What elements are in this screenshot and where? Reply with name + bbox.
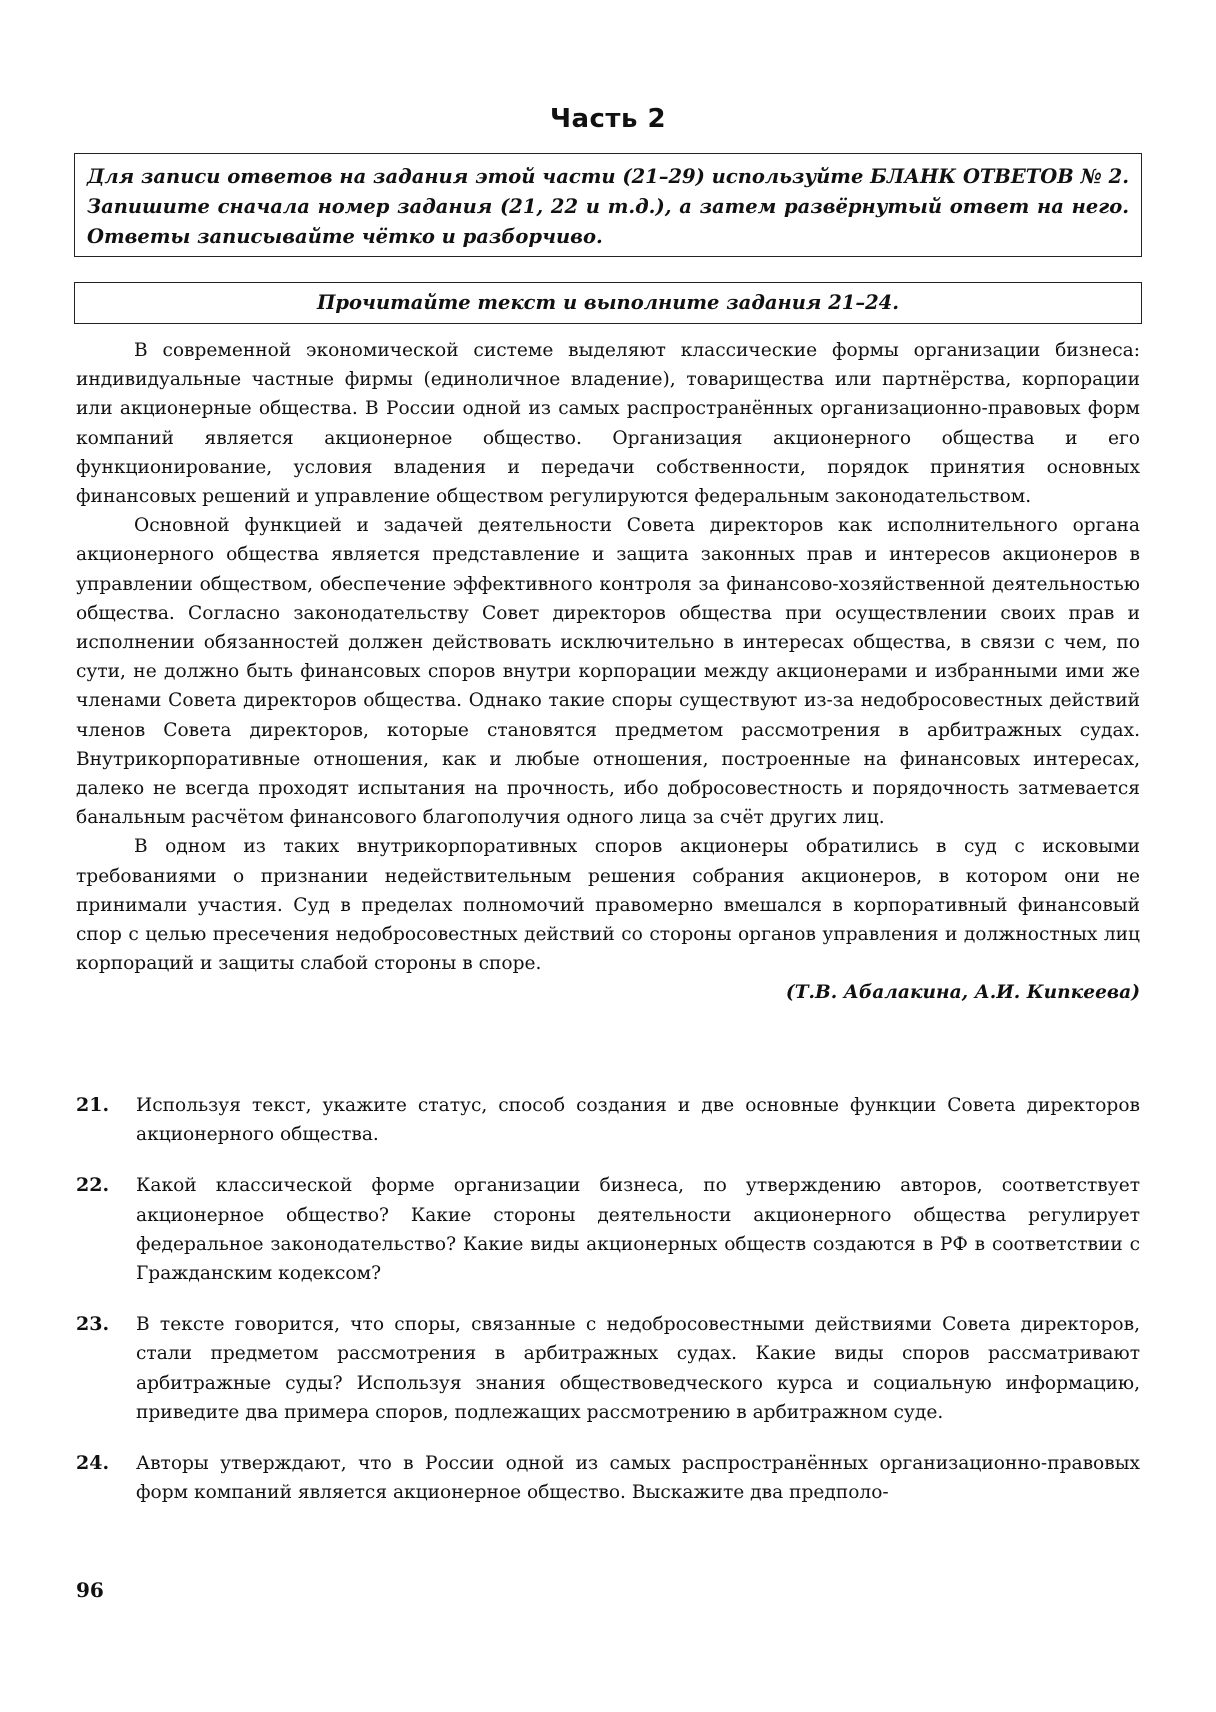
task-text: Какой классической форме организации бизнеса, по утверждению авторов, соответствует акционерное общество? Какие стороны деятельности акционерного общества регулирует федеральное законодательство? Какие виды акционерных обществ создаются в РФ в соответствии с Гражданским кодексом?	[136, 1175, 1140, 1285]
page-number: 96	[76, 1578, 104, 1602]
task-item	[76, 1091, 1140, 1149]
task-number: 23.	[76, 1313, 110, 1336]
task-item	[76, 1171, 1140, 1288]
paragraph-1: В современной экономической системе выделяют классические формы организации бизнеса: индивидуальные частные фирмы (единоличное владение), товарищества или партнёрства, корпорации или акционерные общества. В России одной из самых распространённых организационно-правовых форм компаний является акционерное общество. Организация акционерного общества и его функционирование, условия владения и передачи собственности, порядок принятия основных финансовых решений и управление обществом регулируются федеральным законодательством.	[76, 340, 1140, 508]
task-item	[76, 1310, 1140, 1427]
task-item	[76, 1449, 1140, 1507]
task-number: 21.	[76, 1094, 110, 1116]
task-number: 24.	[76, 1452, 110, 1475]
attribution: (Т.В. Абалакина, А.И. Кипкеева)	[785, 982, 1140, 1004]
task-text: В тексте говорится, что споры, связанные с недобросовестными действиями Совета директоров, стали предметом рассмотрения в арбитражных судах. Какие виды споров рассматривают арбитражные суды? Используя знания обществоведческого курса и социальную информацию, приведите два примера споров, подлежащих рассмотрению в арбитражном суде.	[136, 1314, 1140, 1423]
instruction-box: Для записи ответов на задания этой части (21–29) используйте БЛАНК ОТВЕТОВ № 2. Запишите сначала номер задания (21, 22 и т.д.), а затем развёрнутый ответ на него. Ответы записывайте чётко и разборчиво.	[74, 153, 1142, 257]
paragraph-2: Основной функцией и задачей деятельности Совета директоров как исполнительного органа акционерного общества является представление и защита законных прав и интересов акционеров в управлении обществом, обеспечение эффективного контроля за финансово-хозяйственной деятельностью общества. Согласно законодательству Совет директоров общества при осуществлении своих прав и исполнении обязанностей должен действовать исключительно в интересах общества, в связи с чем, по сути, не должно быть финансовых споров внутри корпорации между акционерами и избранными ими же членами Совета директоров общества. Однако такие споры существуют из-за недобросовестных действий членов Совета директоров, которые становятся предметом рассмотрения в арбитражных судах. Внутрикорпоративные отношения, как и любые отношения, построенные на финансовых интересах, далеко не всегда проходят испытания на прочность, ибо добросовестность и порядочность затмевается банальным расчётом финансового благополучия одного лица за счёт других лиц.	[76, 515, 1140, 829]
paragraph-3: В одном из таких внутрикорпоративных споров акционеры обратились в суд с исковыми требованиями о признании недействительным решения собрания акционеров, в котором они не принимали участия. Суд в пределах полномочий правомерно вмешался в корпоративный финансовый спор с целью пресечения недобросовестных действий со стороны органов управления и должностных лиц корпораций и защиты слабой стороны в споре.	[76, 836, 1140, 975]
task-number: 22.	[76, 1174, 110, 1197]
task-text: Авторы утверждают, что в России одной из самых распространённых организационно-правовых форм компаний является акционерное общество. Выскажите два предполо-	[136, 1453, 1140, 1504]
page-title: Часть 2	[549, 104, 667, 134]
task-text: Используя текст, укажите статус, способ создания и две основные функции Совета директоров акционерного общества.	[136, 1095, 1140, 1146]
read-prompt-box: Прочитайте текст и выполните задания 21–24.	[74, 282, 1142, 324]
source-text	[76, 336, 1140, 1008]
task-list	[76, 1091, 1140, 1529]
